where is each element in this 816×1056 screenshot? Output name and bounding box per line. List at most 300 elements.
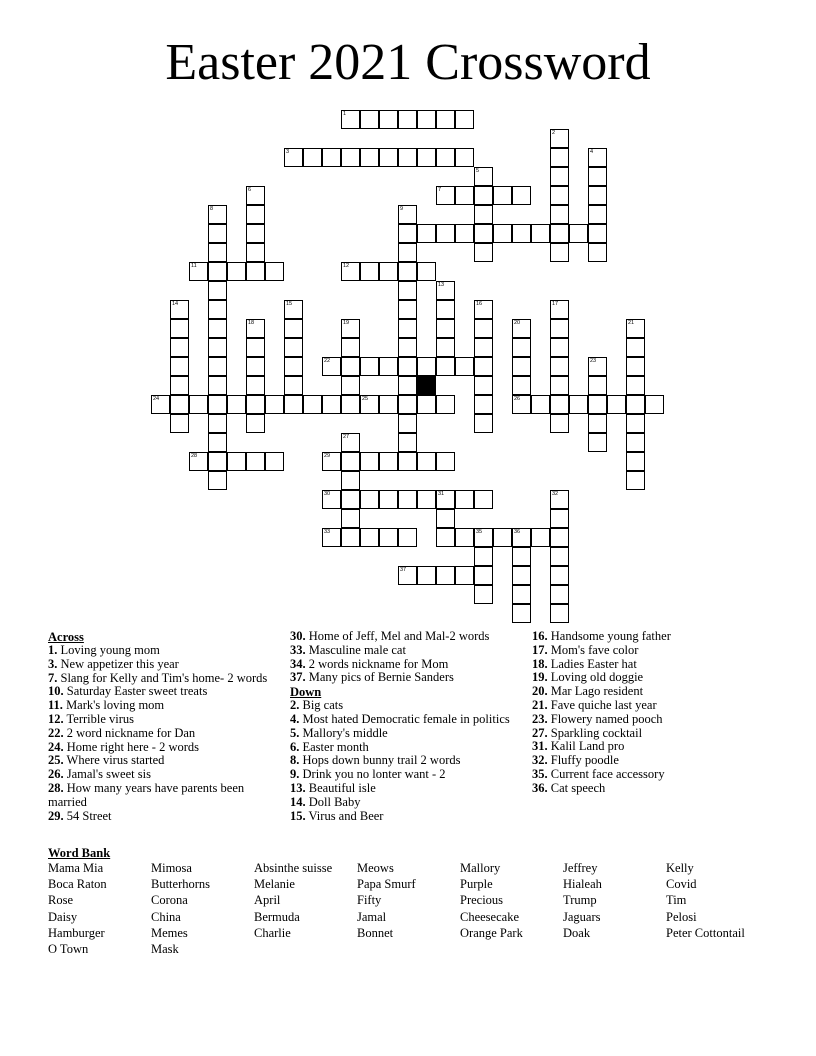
clue-item bbox=[48, 713, 278, 727]
grid-cell[interactable] bbox=[626, 357, 645, 376]
grid-cell[interactable] bbox=[398, 243, 417, 262]
grid-cell[interactable] bbox=[417, 395, 436, 414]
grid-cell[interactable] bbox=[208, 319, 227, 338]
grid-cell[interactable] bbox=[626, 376, 645, 395]
grid-cell[interactable] bbox=[360, 395, 379, 414]
grid-cell[interactable] bbox=[246, 319, 265, 338]
grid-cell[interactable] bbox=[512, 319, 531, 338]
clue-number: 14 bbox=[172, 301, 179, 307]
grid-cell[interactable] bbox=[170, 357, 189, 376]
grid-cell[interactable] bbox=[512, 338, 531, 357]
clue-number: 25 bbox=[362, 396, 369, 402]
clue-number: 24. bbox=[48, 739, 64, 754]
word-bank-item: Mama Mia bbox=[48, 861, 104, 875]
grid-cell[interactable] bbox=[303, 395, 322, 414]
grid-cell[interactable] bbox=[474, 414, 493, 433]
grid-cell[interactable] bbox=[170, 376, 189, 395]
word-bank-item: Kelly bbox=[666, 861, 694, 875]
grid-cell[interactable] bbox=[474, 585, 493, 604]
grid-cell[interactable] bbox=[417, 357, 436, 376]
clue-item bbox=[290, 782, 515, 796]
grid-cell[interactable] bbox=[626, 338, 645, 357]
grid-cell[interactable] bbox=[436, 186, 455, 205]
grid-cell[interactable] bbox=[455, 224, 474, 243]
grid-cell[interactable] bbox=[284, 319, 303, 338]
grid-cell[interactable] bbox=[550, 376, 569, 395]
grid-cell[interactable] bbox=[379, 262, 398, 281]
grid-cell[interactable] bbox=[474, 566, 493, 585]
grid-cell[interactable] bbox=[208, 224, 227, 243]
grid-cell[interactable] bbox=[360, 110, 379, 129]
grid-cell[interactable] bbox=[341, 319, 360, 338]
grid-cell[interactable] bbox=[645, 395, 664, 414]
grid-cell[interactable] bbox=[398, 110, 417, 129]
grid-cell[interactable] bbox=[246, 205, 265, 224]
grid-cell[interactable] bbox=[550, 129, 569, 148]
grid-cell[interactable] bbox=[208, 357, 227, 376]
grid-cell[interactable] bbox=[284, 148, 303, 167]
grid-cell[interactable] bbox=[512, 376, 531, 395]
grid-cell[interactable] bbox=[246, 186, 265, 205]
grid-cell[interactable] bbox=[360, 528, 379, 547]
grid-cell[interactable] bbox=[550, 585, 569, 604]
word-bank-item: Charlie bbox=[254, 925, 291, 940]
grid-cell[interactable] bbox=[379, 148, 398, 167]
grid-cell[interactable] bbox=[474, 357, 493, 376]
grid-cell[interactable] bbox=[436, 281, 455, 300]
grid-cell[interactable] bbox=[170, 395, 189, 414]
grid-cell[interactable] bbox=[341, 509, 360, 528]
clue-item bbox=[48, 658, 278, 672]
grid-cell[interactable] bbox=[512, 566, 531, 585]
clue-number: 5 bbox=[476, 168, 480, 174]
grid-cell[interactable] bbox=[322, 490, 341, 509]
grid-cell[interactable] bbox=[550, 148, 569, 167]
grid-cell[interactable] bbox=[189, 452, 208, 471]
grid-cell[interactable] bbox=[512, 224, 531, 243]
grid-cell[interactable] bbox=[170, 414, 189, 433]
grid-cell[interactable] bbox=[398, 205, 417, 224]
grid-cell[interactable] bbox=[322, 148, 341, 167]
grid-cell[interactable] bbox=[284, 338, 303, 357]
grid-cell[interactable] bbox=[341, 357, 360, 376]
grid-cell[interactable] bbox=[588, 433, 607, 452]
grid-cell[interactable] bbox=[436, 528, 455, 547]
grid-cell[interactable] bbox=[208, 281, 227, 300]
grid-cell[interactable] bbox=[360, 148, 379, 167]
grid-cell[interactable] bbox=[436, 490, 455, 509]
clue-number: 14. bbox=[290, 794, 306, 809]
grid-cell[interactable] bbox=[265, 452, 284, 471]
grid-cell[interactable] bbox=[284, 395, 303, 414]
grid-cell[interactable] bbox=[550, 338, 569, 357]
word-bank-item: Mallory bbox=[460, 861, 501, 875]
grid-cell[interactable] bbox=[151, 395, 170, 414]
clue-item bbox=[290, 644, 515, 658]
grid-cell[interactable] bbox=[417, 110, 436, 129]
clue-number: 19. bbox=[532, 670, 548, 685]
word-bank-item: Hialeah bbox=[563, 877, 602, 892]
grid-cell[interactable] bbox=[550, 490, 569, 509]
grid-cell[interactable] bbox=[607, 395, 626, 414]
grid-cell[interactable] bbox=[512, 186, 531, 205]
clue-number: 3 bbox=[286, 149, 290, 155]
grid-cell[interactable] bbox=[322, 452, 341, 471]
grid-cell[interactable] bbox=[474, 490, 493, 509]
grid-cell[interactable] bbox=[379, 490, 398, 509]
grid-cell[interactable] bbox=[284, 300, 303, 319]
clue-item bbox=[290, 796, 515, 810]
clue-number: 29 bbox=[324, 453, 331, 459]
grid-cell[interactable] bbox=[474, 167, 493, 186]
word-bank-item: Mask bbox=[151, 941, 179, 956]
grid-cell[interactable] bbox=[569, 224, 588, 243]
clue-number: 28 bbox=[191, 453, 198, 459]
grid-cell[interactable] bbox=[398, 414, 417, 433]
word-bank bbox=[48, 846, 788, 956]
grid-cell[interactable] bbox=[569, 395, 588, 414]
clue-number: 22 bbox=[324, 358, 331, 364]
grid-cell[interactable] bbox=[208, 376, 227, 395]
grid-cell[interactable] bbox=[550, 566, 569, 585]
clue-number: 4 bbox=[590, 149, 594, 155]
grid-cell[interactable] bbox=[550, 205, 569, 224]
grid-cell[interactable] bbox=[417, 224, 436, 243]
clue-item bbox=[290, 699, 515, 713]
grid-cell[interactable] bbox=[208, 262, 227, 281]
grid-cell[interactable] bbox=[436, 509, 455, 528]
grid-cell[interactable] bbox=[398, 262, 417, 281]
grid-cell[interactable] bbox=[455, 357, 474, 376]
grid-cell[interactable] bbox=[455, 490, 474, 509]
grid-cell[interactable] bbox=[474, 528, 493, 547]
clue-number: 2 bbox=[552, 130, 556, 136]
grid-cell[interactable] bbox=[398, 433, 417, 452]
grid-cell[interactable] bbox=[550, 414, 569, 433]
clue-column-1 bbox=[48, 630, 278, 823]
grid-cell[interactable] bbox=[417, 262, 436, 281]
grid-cell[interactable] bbox=[189, 262, 208, 281]
grid-cell[interactable] bbox=[208, 452, 227, 471]
grid-cell[interactable] bbox=[246, 376, 265, 395]
grid-cell[interactable] bbox=[588, 148, 607, 167]
clue-number: 7 bbox=[438, 187, 442, 193]
grid-cell[interactable] bbox=[550, 319, 569, 338]
grid-cell[interactable] bbox=[341, 262, 360, 281]
clue-text: How many years have parents been married bbox=[48, 780, 245, 809]
grid-cell[interactable] bbox=[341, 452, 360, 471]
grid-cell[interactable] bbox=[512, 395, 531, 414]
across-clue-list bbox=[48, 644, 278, 823]
word-bank-item: China bbox=[151, 909, 181, 924]
clue-number: 21 bbox=[628, 320, 635, 326]
word-bank-item: Tim bbox=[666, 893, 687, 908]
clue-item bbox=[532, 699, 782, 713]
grid-cell[interactable] bbox=[436, 395, 455, 414]
grid-cell[interactable] bbox=[208, 414, 227, 433]
grid-cell[interactable] bbox=[379, 110, 398, 129]
grid-cell[interactable] bbox=[550, 186, 569, 205]
grid-cell[interactable] bbox=[588, 357, 607, 376]
clue-number: 23. bbox=[532, 711, 548, 726]
grid-cell[interactable] bbox=[341, 490, 360, 509]
grid-cell[interactable] bbox=[189, 395, 208, 414]
grid-cell[interactable] bbox=[588, 414, 607, 433]
grid-cell[interactable] bbox=[436, 148, 455, 167]
grid-cell[interactable] bbox=[170, 338, 189, 357]
grid-cell[interactable] bbox=[455, 110, 474, 129]
grid-cell[interactable] bbox=[550, 604, 569, 623]
grid-cell[interactable] bbox=[227, 262, 246, 281]
grid-cell[interactable] bbox=[436, 110, 455, 129]
grid-cell[interactable] bbox=[227, 395, 246, 414]
grid-cell[interactable] bbox=[398, 224, 417, 243]
grid-cell[interactable] bbox=[512, 357, 531, 376]
clue-number: 37. bbox=[290, 670, 306, 685]
grid-cell[interactable] bbox=[474, 338, 493, 357]
grid-cell[interactable] bbox=[436, 357, 455, 376]
grid-cell[interactable] bbox=[341, 528, 360, 547]
grid-cell[interactable] bbox=[360, 452, 379, 471]
grid-cell[interactable] bbox=[493, 224, 512, 243]
grid-cell[interactable] bbox=[341, 148, 360, 167]
grid-cell[interactable] bbox=[341, 433, 360, 452]
clue-number: 36 bbox=[514, 529, 521, 535]
word-bank-item: Bermuda bbox=[254, 909, 300, 924]
clue-text: Most hated Democratic female in politics bbox=[302, 711, 510, 726]
grid-cell[interactable] bbox=[398, 300, 417, 319]
clue-number: 13. bbox=[290, 780, 306, 795]
grid-cell[interactable] bbox=[398, 490, 417, 509]
grid-cell[interactable] bbox=[626, 433, 645, 452]
grid-cell[interactable] bbox=[474, 300, 493, 319]
clue-number: 30 bbox=[324, 491, 331, 497]
clue-number: 20. bbox=[532, 684, 548, 699]
clue-number: 10. bbox=[48, 684, 64, 699]
grid-cell[interactable] bbox=[588, 186, 607, 205]
grid-cell[interactable] bbox=[531, 224, 550, 243]
grid-cell[interactable] bbox=[246, 414, 265, 433]
grid-cell[interactable] bbox=[588, 376, 607, 395]
grid-cell[interactable] bbox=[512, 585, 531, 604]
grid-cell[interactable] bbox=[360, 262, 379, 281]
down-heading: Down bbox=[290, 685, 322, 700]
grid-cell[interactable] bbox=[436, 300, 455, 319]
grid-cell[interactable] bbox=[626, 471, 645, 490]
grid-cell[interactable] bbox=[455, 566, 474, 585]
clue-number: 18. bbox=[532, 656, 548, 671]
puzzle-title: Easter 2021 Crossword bbox=[165, 34, 651, 91]
grid-cell[interactable] bbox=[493, 186, 512, 205]
grid-cell[interactable] bbox=[474, 186, 493, 205]
grid-cell[interactable] bbox=[379, 452, 398, 471]
grid-cell[interactable] bbox=[322, 395, 341, 414]
grid-cell[interactable] bbox=[531, 395, 550, 414]
grid-cell[interactable] bbox=[474, 243, 493, 262]
grid-cell[interactable] bbox=[208, 338, 227, 357]
clue-text: Saturday Easter sweet treats bbox=[66, 684, 208, 699]
grid-cell[interactable] bbox=[303, 148, 322, 167]
clue-number: 32 bbox=[552, 491, 559, 497]
grid-cell[interactable] bbox=[417, 148, 436, 167]
clue-item bbox=[48, 699, 278, 713]
grid-cell[interactable] bbox=[588, 224, 607, 243]
clue-item bbox=[290, 713, 515, 727]
grid-cell[interactable] bbox=[170, 300, 189, 319]
grid-cell[interactable] bbox=[246, 395, 265, 414]
clue-text: Current face accessory bbox=[550, 766, 665, 781]
grid-cell[interactable] bbox=[170, 319, 189, 338]
clue-item bbox=[48, 741, 278, 755]
grid-cell[interactable] bbox=[531, 528, 550, 547]
grid-cell[interactable] bbox=[474, 224, 493, 243]
grid-cell[interactable] bbox=[550, 547, 569, 566]
clue-number: 1. bbox=[48, 643, 58, 657]
word-bank-item: Melanie bbox=[254, 877, 295, 892]
clue-number: 37 bbox=[400, 567, 407, 573]
grid-cell[interactable] bbox=[284, 357, 303, 376]
grid-cell[interactable] bbox=[455, 186, 474, 205]
clue-number: 33. bbox=[290, 642, 306, 657]
grid-cell[interactable] bbox=[208, 433, 227, 452]
grid-cell[interactable] bbox=[474, 395, 493, 414]
grid-cell[interactable] bbox=[208, 205, 227, 224]
grid-cell[interactable] bbox=[208, 300, 227, 319]
clue-number: 15 bbox=[286, 301, 293, 307]
clue-text: Mom's fave color bbox=[550, 642, 639, 657]
word-bank-item: Hamburger bbox=[48, 925, 105, 940]
grid-cell[interactable] bbox=[246, 224, 265, 243]
grid-cell[interactable] bbox=[626, 319, 645, 338]
grid-cell[interactable] bbox=[493, 528, 512, 547]
clue-text: 2 words nickname for Mom bbox=[308, 656, 449, 671]
clue-number: 26 bbox=[514, 396, 521, 402]
grid-cell[interactable] bbox=[550, 357, 569, 376]
down-clue-list bbox=[290, 699, 515, 823]
grid-cell[interactable] bbox=[455, 528, 474, 547]
grid-cell[interactable] bbox=[626, 452, 645, 471]
grid-cell[interactable] bbox=[265, 395, 284, 414]
grid-cell[interactable] bbox=[360, 357, 379, 376]
grid-cell[interactable] bbox=[246, 357, 265, 376]
grid-cell[interactable] bbox=[208, 471, 227, 490]
grid-cell[interactable] bbox=[398, 357, 417, 376]
grid-cell[interactable] bbox=[550, 167, 569, 186]
grid-cell[interactable] bbox=[436, 224, 455, 243]
grid-cell[interactable] bbox=[398, 281, 417, 300]
grid-cell[interactable] bbox=[398, 528, 417, 547]
grid-cell[interactable] bbox=[398, 338, 417, 357]
grid-cell[interactable] bbox=[474, 205, 493, 224]
word-bank-item: Orange Park bbox=[460, 925, 523, 940]
grid-cell[interactable] bbox=[398, 452, 417, 471]
grid-cell[interactable] bbox=[626, 395, 645, 414]
grid-cell[interactable] bbox=[379, 528, 398, 547]
clue-number: 15. bbox=[290, 808, 306, 823]
grid-cell[interactable] bbox=[322, 528, 341, 547]
clue-text: Hops down bunny trail 2 words bbox=[302, 753, 461, 768]
grid-cell[interactable] bbox=[246, 243, 265, 262]
word-bank-item: Jaguars bbox=[563, 909, 601, 924]
grid-cell[interactable] bbox=[208, 243, 227, 262]
grid-cell[interactable] bbox=[588, 243, 607, 262]
grid-cell[interactable] bbox=[227, 452, 246, 471]
grid-cell[interactable] bbox=[550, 528, 569, 547]
clue-number: 35 bbox=[476, 529, 483, 535]
grid-cell[interactable] bbox=[322, 357, 341, 376]
word-bank-item: Meows bbox=[357, 861, 394, 875]
grid-cell[interactable] bbox=[398, 566, 417, 585]
clue-item bbox=[532, 658, 782, 672]
grid-cell[interactable] bbox=[417, 490, 436, 509]
clue-number: 35. bbox=[532, 766, 548, 781]
grid-cell[interactable] bbox=[455, 148, 474, 167]
grid-cell[interactable] bbox=[474, 547, 493, 566]
grid-cell[interactable] bbox=[436, 566, 455, 585]
grid-cell[interactable] bbox=[588, 205, 607, 224]
word-bank-heading: Word Bank bbox=[48, 846, 111, 860]
grid-cell[interactable] bbox=[626, 414, 645, 433]
grid-cell[interactable] bbox=[398, 395, 417, 414]
word-bank-list bbox=[48, 861, 788, 956]
grid-cell[interactable] bbox=[512, 547, 531, 566]
grid-cell[interactable] bbox=[284, 376, 303, 395]
grid-cell[interactable] bbox=[398, 148, 417, 167]
grid-cell[interactable] bbox=[246, 262, 265, 281]
grid-cell[interactable] bbox=[512, 604, 531, 623]
word-bank-item: Doak bbox=[563, 925, 591, 940]
word-bank-item: Mimosa bbox=[151, 861, 192, 875]
grid-cell[interactable] bbox=[512, 528, 531, 547]
grid-cell[interactable] bbox=[436, 338, 455, 357]
grid-cell[interactable] bbox=[398, 319, 417, 338]
clue-item bbox=[532, 713, 782, 727]
grid-cell[interactable] bbox=[398, 376, 417, 395]
clue-text: 54 Street bbox=[66, 808, 112, 823]
grid-cell[interactable] bbox=[360, 490, 379, 509]
grid-cell[interactable] bbox=[474, 376, 493, 395]
grid-cell[interactable] bbox=[246, 338, 265, 357]
grid-cell[interactable] bbox=[379, 357, 398, 376]
clue-item bbox=[48, 754, 278, 768]
grid-cell[interactable] bbox=[341, 376, 360, 395]
grid-cell[interactable] bbox=[474, 319, 493, 338]
grid-cell[interactable] bbox=[341, 110, 360, 129]
word-bank-item: Trump bbox=[563, 893, 597, 908]
grid-cell[interactable] bbox=[550, 224, 569, 243]
grid-cell[interactable] bbox=[550, 243, 569, 262]
grid-cell[interactable] bbox=[341, 471, 360, 490]
grid-cell[interactable] bbox=[588, 395, 607, 414]
grid-cell[interactable] bbox=[246, 452, 265, 471]
grid-cell[interactable] bbox=[208, 395, 227, 414]
clue-number: 19 bbox=[343, 320, 350, 326]
grid-cell[interactable] bbox=[436, 452, 455, 471]
grid-cell[interactable] bbox=[417, 452, 436, 471]
grid-cell[interactable] bbox=[550, 300, 569, 319]
grid-cell[interactable] bbox=[341, 338, 360, 357]
grid-cell[interactable] bbox=[417, 566, 436, 585]
grid-cell[interactable] bbox=[265, 262, 284, 281]
grid-cell[interactable] bbox=[436, 319, 455, 338]
word-bank-item: O Town bbox=[48, 941, 89, 956]
grid-cell[interactable] bbox=[379, 395, 398, 414]
grid-cell[interactable] bbox=[341, 395, 360, 414]
clue-text: Many pics of Bernie Sanders bbox=[308, 670, 454, 685]
grid-cell[interactable] bbox=[550, 509, 569, 528]
grid-cell[interactable] bbox=[588, 167, 607, 186]
grid-cell[interactable] bbox=[550, 395, 569, 414]
